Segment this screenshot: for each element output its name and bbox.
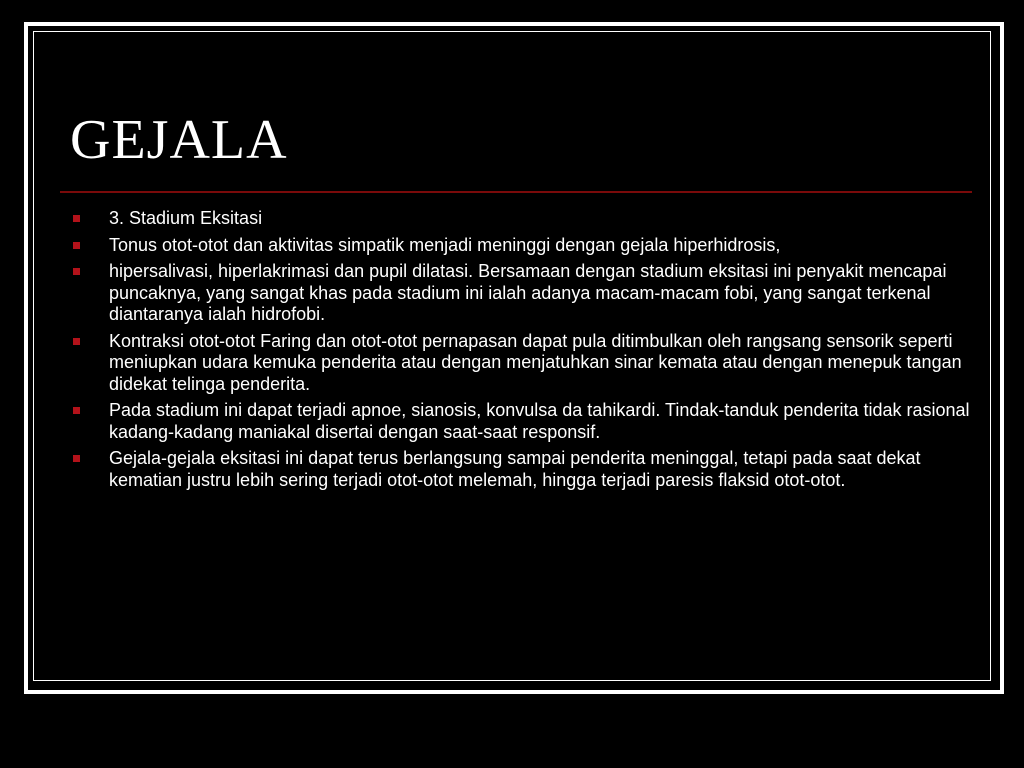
bullet-text: Gejala-gejala eksitasi ini dapat terus berlangsung sampai penderita meninggal, tetapi pada saat dekat kematian justru lebih sering terjadi otot-otot melemah, hingga terjadi paresis flaksid otot-otot. — [109, 448, 921, 490]
bullet-item — [70, 235, 970, 257]
square-bullet-icon — [73, 242, 80, 249]
bullet-text: Pada stadium ini dapat terjadi apnoe, sianosis, konvulsa da tahikardi. Tindak-tanduk penderita tidak rasional kadang-kadang maniakal disertai dengan saat-saat responsif. — [109, 400, 970, 442]
bullet-item — [70, 331, 970, 396]
square-bullet-icon — [73, 455, 80, 462]
bullet-text: Kontraksi otot-otot Faring dan otot-otot pernapasan dapat pula ditimbulkan oleh rangsang sensorik seperti meniupkan udara kemuka penderita atau dengan menjatuhkan sinar kemata atau dengan menepuk tangan didekat telinga penderita. — [109, 330, 962, 394]
bullet-list — [70, 208, 970, 496]
bullet-item — [70, 261, 970, 326]
square-bullet-icon — [73, 338, 80, 345]
bullet-text: Tonus otot-otot dan aktivitas simpatik menjadi meninggi dengan gejala hiperhidrosis, — [109, 234, 781, 255]
bullet-item — [70, 208, 970, 230]
square-bullet-icon — [73, 407, 80, 414]
square-bullet-icon — [73, 215, 80, 222]
bullet-item — [70, 448, 970, 491]
bullet-item — [70, 400, 970, 443]
title-divider — [60, 191, 972, 193]
bullet-text: 3. Stadium Eksitasi — [109, 208, 263, 228]
square-bullet-icon — [73, 268, 80, 275]
slide-title: GEJALA — [70, 109, 288, 171]
bullet-text: hipersalivasi, hiperlakrimasi dan pupil dilatasi. Bersamaan dengan stadium eksitasi ini penyakit mencapai puncaknya, yang sangat khas pada stadium ini ialah adanya macam-macam fobi, yang sangat terkenal diantaranya ialah hidrofobi. — [109, 261, 947, 324]
